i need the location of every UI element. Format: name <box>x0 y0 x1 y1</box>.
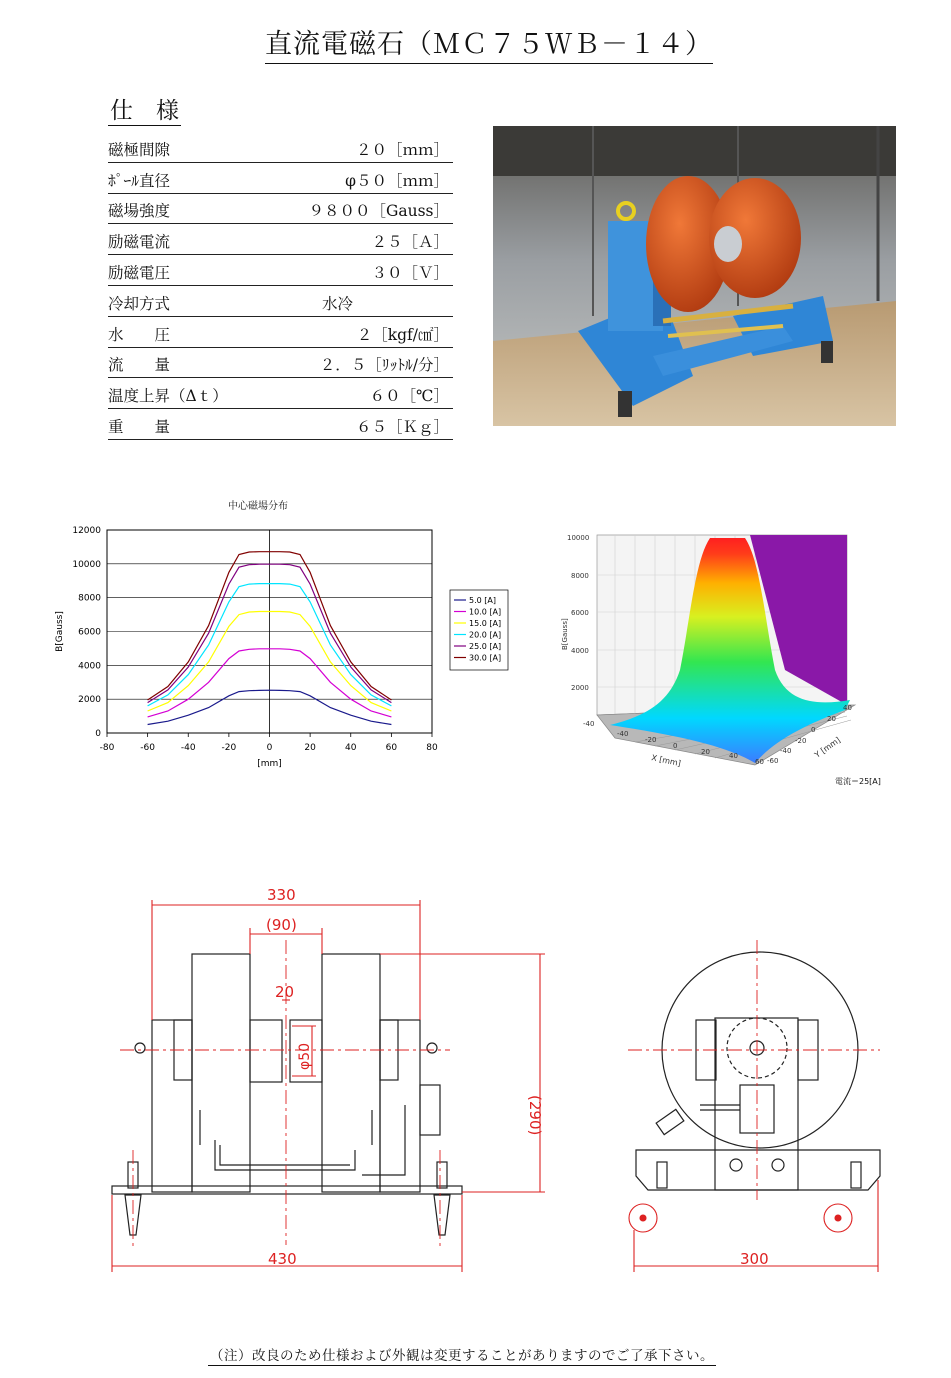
legend-label: 10.0 [A] <box>469 607 502 617</box>
b-tick: -40 <box>583 720 595 728</box>
spec-value: φ５０［ｍｍ］ <box>345 171 449 190</box>
spec-row <box>108 194 453 225</box>
y-tick: -40 <box>780 747 792 755</box>
spec-value: ２［kgf/㎠］ <box>356 325 449 344</box>
y-tick-label: 12000 <box>72 526 101 536</box>
spec-table <box>108 132 453 440</box>
legend-label: 30.0 [A] <box>469 653 502 663</box>
x-tick: 40 <box>729 752 738 760</box>
dim-phi50: φ50 <box>297 1042 313 1070</box>
spec-value: 水冷 <box>321 294 353 313</box>
y-tick-label: 2000 <box>78 695 101 706</box>
spec-row <box>108 286 453 317</box>
spec-label: 励磁電圧 <box>108 263 171 282</box>
spec-label: 磁場強度 <box>108 202 171 221</box>
spec-label: 励磁電流 <box>108 233 171 252</box>
y-tick: -60 <box>767 757 779 765</box>
y-tick-label: 6000 <box>78 627 101 638</box>
x-tick-label: -80 <box>99 743 115 753</box>
legend-label: 20.0 [A] <box>469 630 502 640</box>
spec-row <box>108 378 453 409</box>
spec-row <box>108 224 453 255</box>
x-tick-label: 40 <box>345 743 357 753</box>
dim-330: 330 <box>267 886 296 904</box>
dim-300: 300 <box>740 1250 769 1268</box>
spec-label: 温度上昇（Δｔ） <box>108 387 228 406</box>
x-tick-label: -40 <box>180 743 196 753</box>
spec-label: 水 圧 <box>108 325 171 344</box>
spec-row <box>108 409 453 440</box>
technical-drawing <box>0 880 951 1300</box>
y-tick-label: 10000 <box>72 559 101 570</box>
surface-chart <box>555 520 905 799</box>
spec-label: 重 量 <box>108 417 171 436</box>
y-tick: 20 <box>827 715 836 723</box>
y-tick: -20 <box>795 737 807 745</box>
spec-row <box>108 255 453 286</box>
b-tick: 2000 <box>571 684 589 692</box>
x-tick-label: 80 <box>426 743 438 753</box>
spec-row <box>108 348 453 379</box>
dim-430: 430 <box>268 1250 297 1268</box>
spec-label: 流 量 <box>108 356 171 375</box>
spec-value: ２０［ｍｍ］ <box>355 140 449 159</box>
spec-value: ２５［Ａ］ <box>371 233 449 252</box>
x-tick-label: 20 <box>304 743 316 753</box>
spec-row <box>108 317 453 348</box>
b-tick: 4000 <box>571 647 589 655</box>
spec-value: ３０［Ｖ］ <box>371 263 449 282</box>
x-tick-label: -20 <box>221 743 237 753</box>
x-tick: -40 <box>617 730 629 738</box>
surface-ylabel: B[Gauss] <box>561 618 569 650</box>
spec-label: ﾎﾟｰﾙ直径 <box>108 171 171 190</box>
surface-xlabel: X [mm] <box>650 753 682 769</box>
x-tick: 20 <box>701 748 710 756</box>
b-tick: 10000 <box>567 534 590 542</box>
y-tick: 0 <box>811 726 816 734</box>
current-note: 電流＝25[A] <box>835 777 881 786</box>
y-tick-label: 8000 <box>78 593 101 604</box>
x-tick-label: 60 <box>385 743 398 753</box>
spec-row <box>108 132 453 163</box>
surface-zlabel: Y [mm] <box>812 735 843 760</box>
spec-row <box>108 163 453 194</box>
chart-title: 中心磁場分布 <box>228 501 288 512</box>
x-tick: 0 <box>673 742 678 750</box>
spec-value: ６５［Ｋｇ］ <box>355 417 449 436</box>
spec-value: ６０［℃］ <box>369 387 449 406</box>
y-tick: 40 <box>843 704 852 712</box>
footer-note: （注）改良のため仕様および外観は変更することがありますのでご了承下さい。 <box>208 1344 716 1366</box>
x-tick-label: -60 <box>140 743 155 753</box>
y-axis-label: B[Gauss] <box>55 611 65 652</box>
dim-90: (90) <box>266 916 297 934</box>
legend-label: 15.0 [A] <box>469 619 502 628</box>
product-photo <box>493 126 896 426</box>
dim-290: (290) <box>526 1095 544 1136</box>
spec-label: 冷却方式 <box>108 294 171 313</box>
legend-label: 5.0 [A] <box>469 596 496 605</box>
spec-value: ９８００［Gauss］ <box>308 202 449 221</box>
line-chart <box>40 515 560 805</box>
spec-heading: 仕 様 <box>108 92 181 126</box>
x-tick: -20 <box>645 736 657 744</box>
spec-value: ２．５［ﾘｯﾄﾙ/分］ <box>319 356 449 375</box>
b-tick: 8000 <box>571 572 589 580</box>
y-tick-label: 0 <box>95 729 101 739</box>
dim-20: 20 <box>275 983 295 1001</box>
spec-label: 磁極間隙 <box>108 140 171 159</box>
x-tick: 60 <box>755 758 764 766</box>
page-title: 直流電磁石（ＭＣ７５ＷＢ－１４） <box>265 22 713 64</box>
b-tick: 6000 <box>571 609 589 617</box>
x-axis-label: [mm] <box>257 759 282 769</box>
x-tick-label: 0 <box>266 743 273 753</box>
legend-label: 25.0 [A] <box>469 642 502 651</box>
y-tick-label: 4000 <box>78 661 101 672</box>
